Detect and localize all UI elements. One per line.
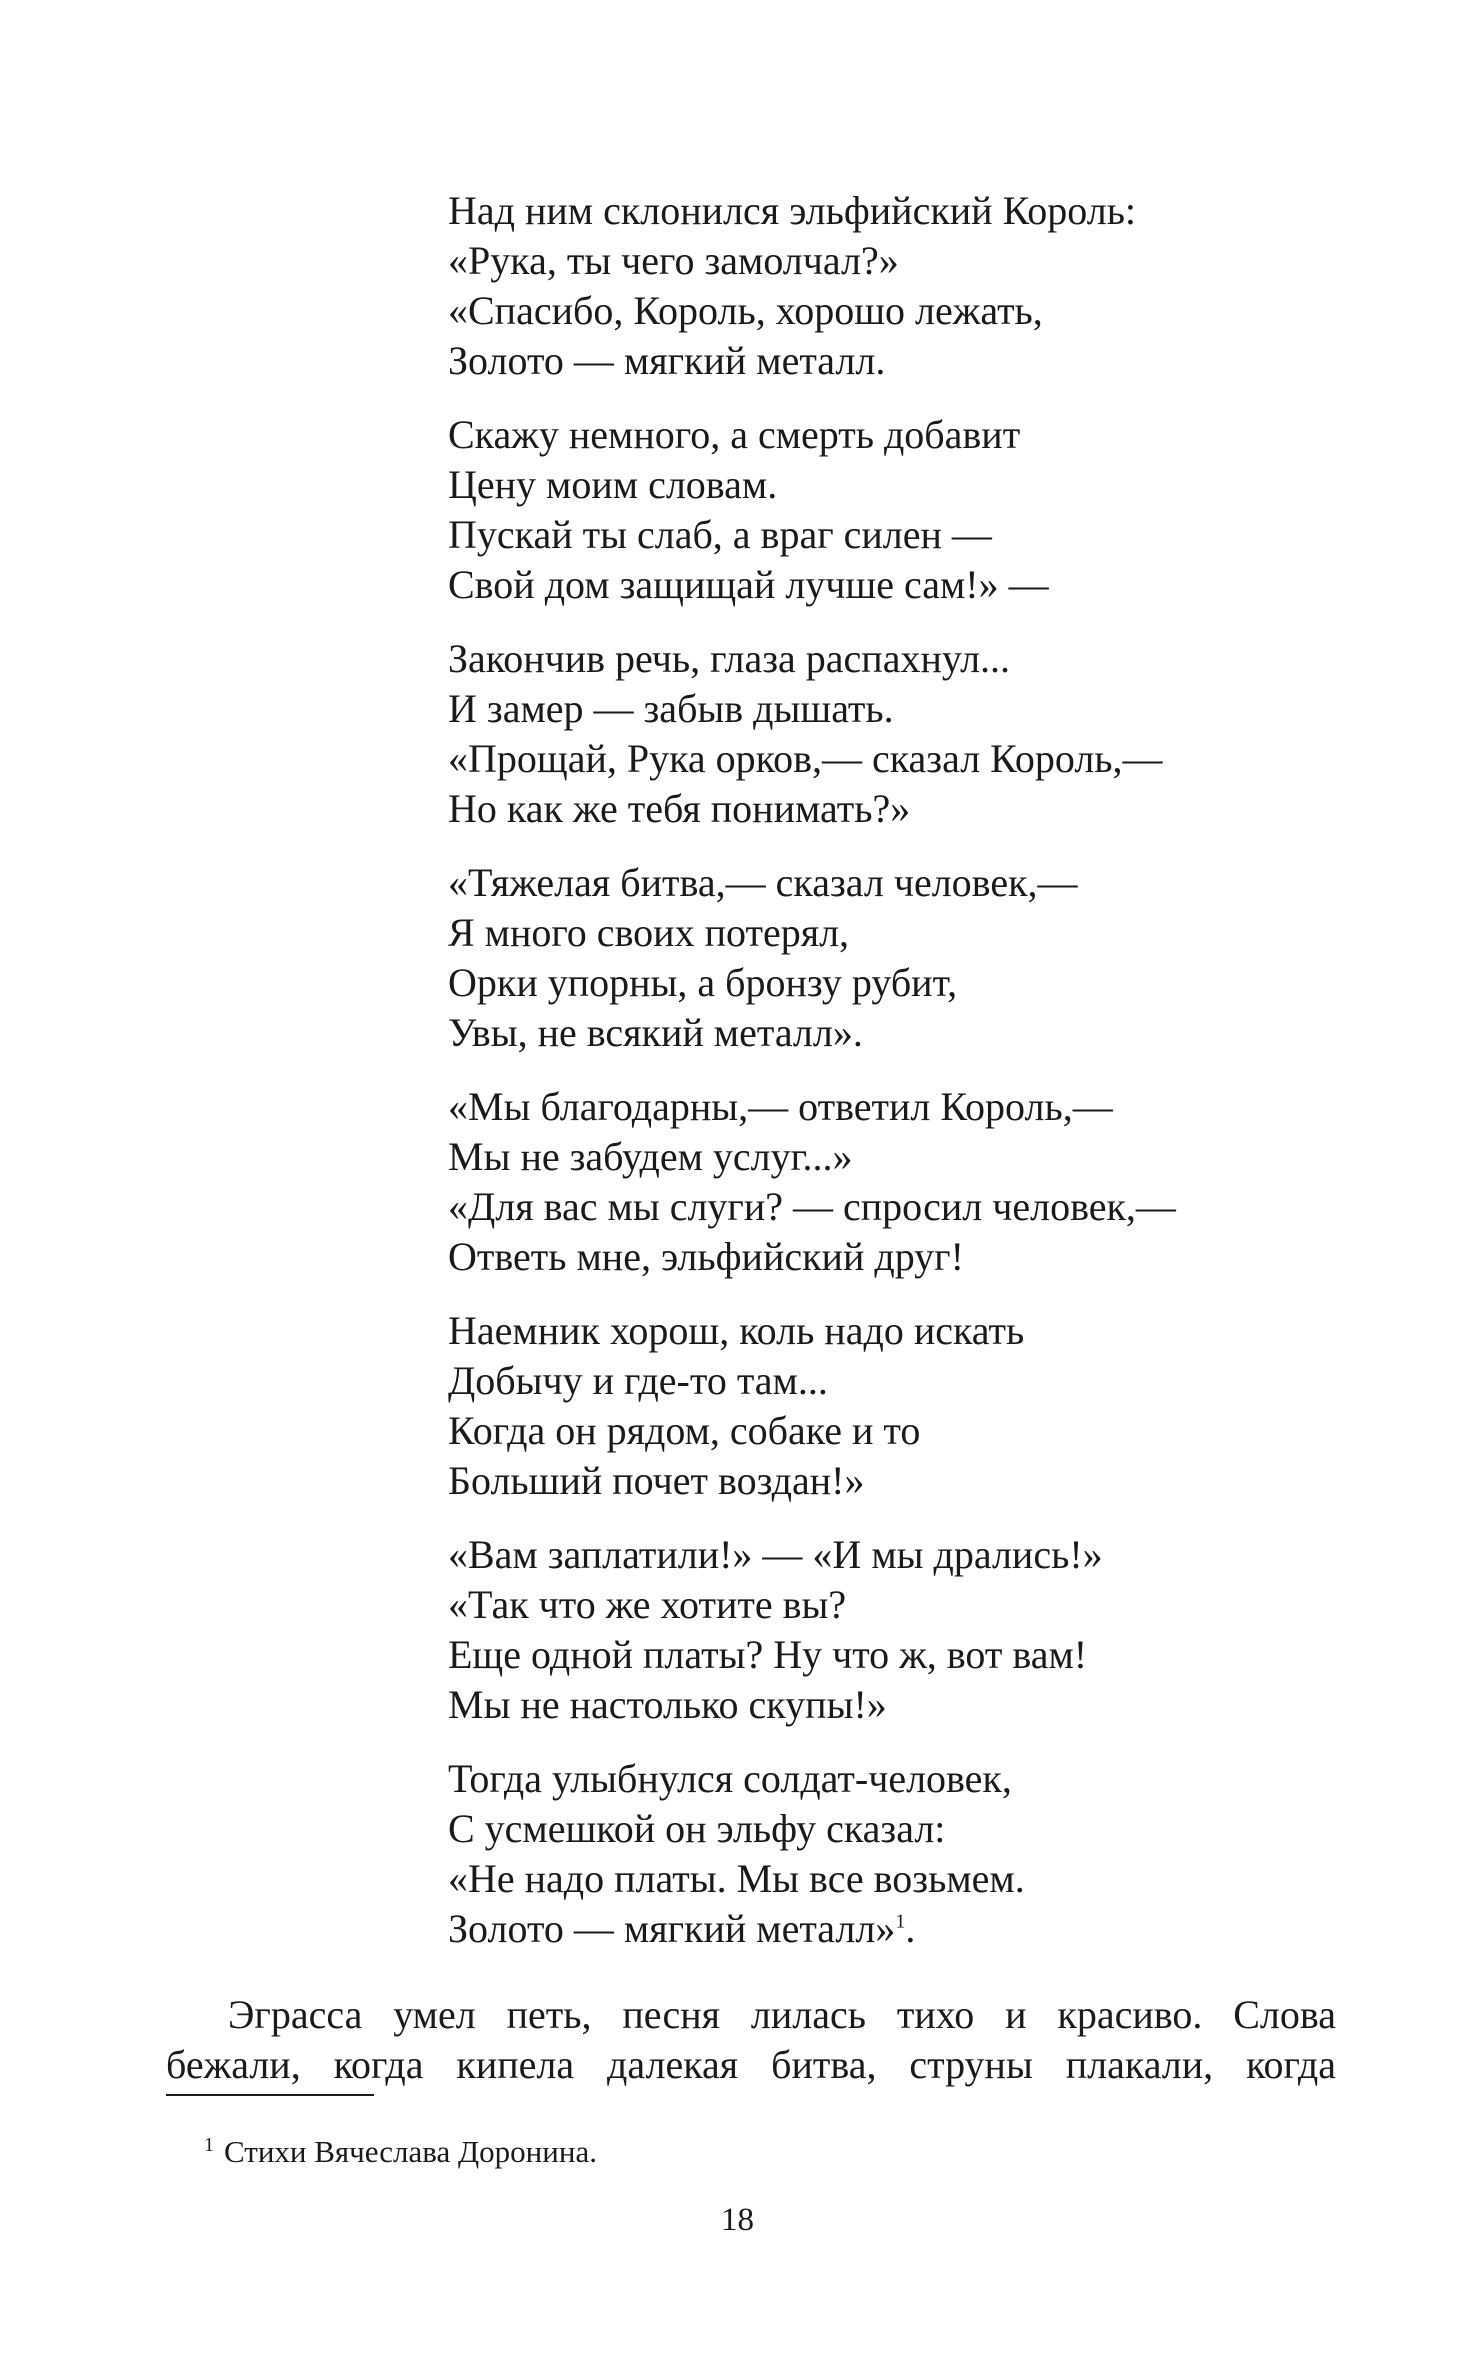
final-line-text: Золото — мягкий металл» (448, 1906, 896, 1951)
poem-line: Добычу и где-то там... (448, 1358, 828, 1403)
poem (448, 186, 1348, 1978)
poem-line: Мы не забудем услуг...» (448, 1134, 853, 1179)
final-line-period: . (905, 1906, 916, 1951)
footnote-text: Стихи Вячеслава Доронина. (224, 2134, 597, 2169)
poem-line: «Тяжелая битва,— сказал человек,— (448, 860, 1078, 905)
poem-line: Но как же тебя понимать?» (448, 786, 911, 831)
footnote-number: 1 (204, 2133, 214, 2156)
poem-line: «Мы благодарны,— ответил Король,— (448, 1084, 1113, 1129)
poem-line: Я много своих потерял, (448, 910, 850, 955)
stanza-7 (448, 1530, 1348, 1730)
poem-line: Пускай ты слаб, а враг силен — (448, 512, 992, 557)
poem-line: «Не надо платы. Мы все возьмем. (448, 1856, 1025, 1901)
poem-line: Скажу немного, а смерть добавит (448, 412, 1021, 457)
poem-line: Закончив речь, глаза распахнул... (448, 636, 1011, 681)
poem-line: Золото — мягкий металл. (448, 338, 886, 383)
poem-line: Когда он рядом, собаке и то (448, 1408, 921, 1453)
poem-line: Наемник хорош, коль надо искать (448, 1308, 1025, 1353)
prose-line: бежали, когда кипела далекая битва, струны плакали, когда (166, 2042, 1336, 2087)
poem-line: Еще одной платы? Ну что ж, вот вам! (448, 1632, 1088, 1677)
stanza-5 (448, 1082, 1348, 1282)
poem-line: «Для вас мы слуги? — спросил человек,— (448, 1184, 1176, 1229)
footnote-reference[interactable]: 1 (895, 1910, 906, 1933)
poem-line: Ответь мне, эльфийский друг! (448, 1234, 964, 1279)
stanza-8 (448, 1754, 1348, 1954)
page-number: 18 (721, 2202, 754, 2238)
poem-line: «Вам заплатили!» — «И мы дрались!» (448, 1532, 1103, 1577)
poem-line: И замер — забыв дышать. (448, 686, 894, 731)
poem-line: Больший почет воздан!» (448, 1458, 865, 1503)
poem-line: Свой дом защищай лучше сам!» — (448, 562, 1049, 607)
poem-line: Тогда улыбнулся солдат-человек, (448, 1756, 1012, 1801)
stanza-4 (448, 858, 1348, 1058)
poem-line: «Прощай, Рука орков,— сказал Король,— (448, 736, 1163, 781)
poem-line: С усмешкой он эльфу сказал: (448, 1806, 946, 1851)
poem-line: Мы не настолько скупы!» (448, 1682, 887, 1727)
footnote-divider (166, 2094, 374, 2096)
stanza-2 (448, 410, 1348, 610)
poem-line: Цену моим словам. (448, 462, 778, 507)
poem-line: «Так что же хотите вы? (448, 1582, 847, 1627)
stanza-3 (448, 634, 1348, 834)
poem-line: «Рука, ты чего замолчал?» (448, 238, 899, 283)
poem-line-final (448, 1904, 1348, 1954)
stanza-6 (448, 1306, 1348, 1506)
poem-line: Над ним склонился эльфийский Король: (448, 188, 1137, 233)
prose-paragraph (166, 1990, 1336, 2090)
poem-line: Увы, не всякий металл». (448, 1010, 863, 1055)
poem-line: Орки упорны, а бронзу рубит, (448, 960, 958, 1005)
prose-line: Эграсса умел петь, песня лилась тихо и красиво. Слова (228, 1992, 1336, 2037)
footnote (204, 2132, 597, 2172)
poem-line: «Спасибо, Король, хорошо лежать, (448, 288, 1043, 333)
stanza-1 (448, 186, 1348, 386)
